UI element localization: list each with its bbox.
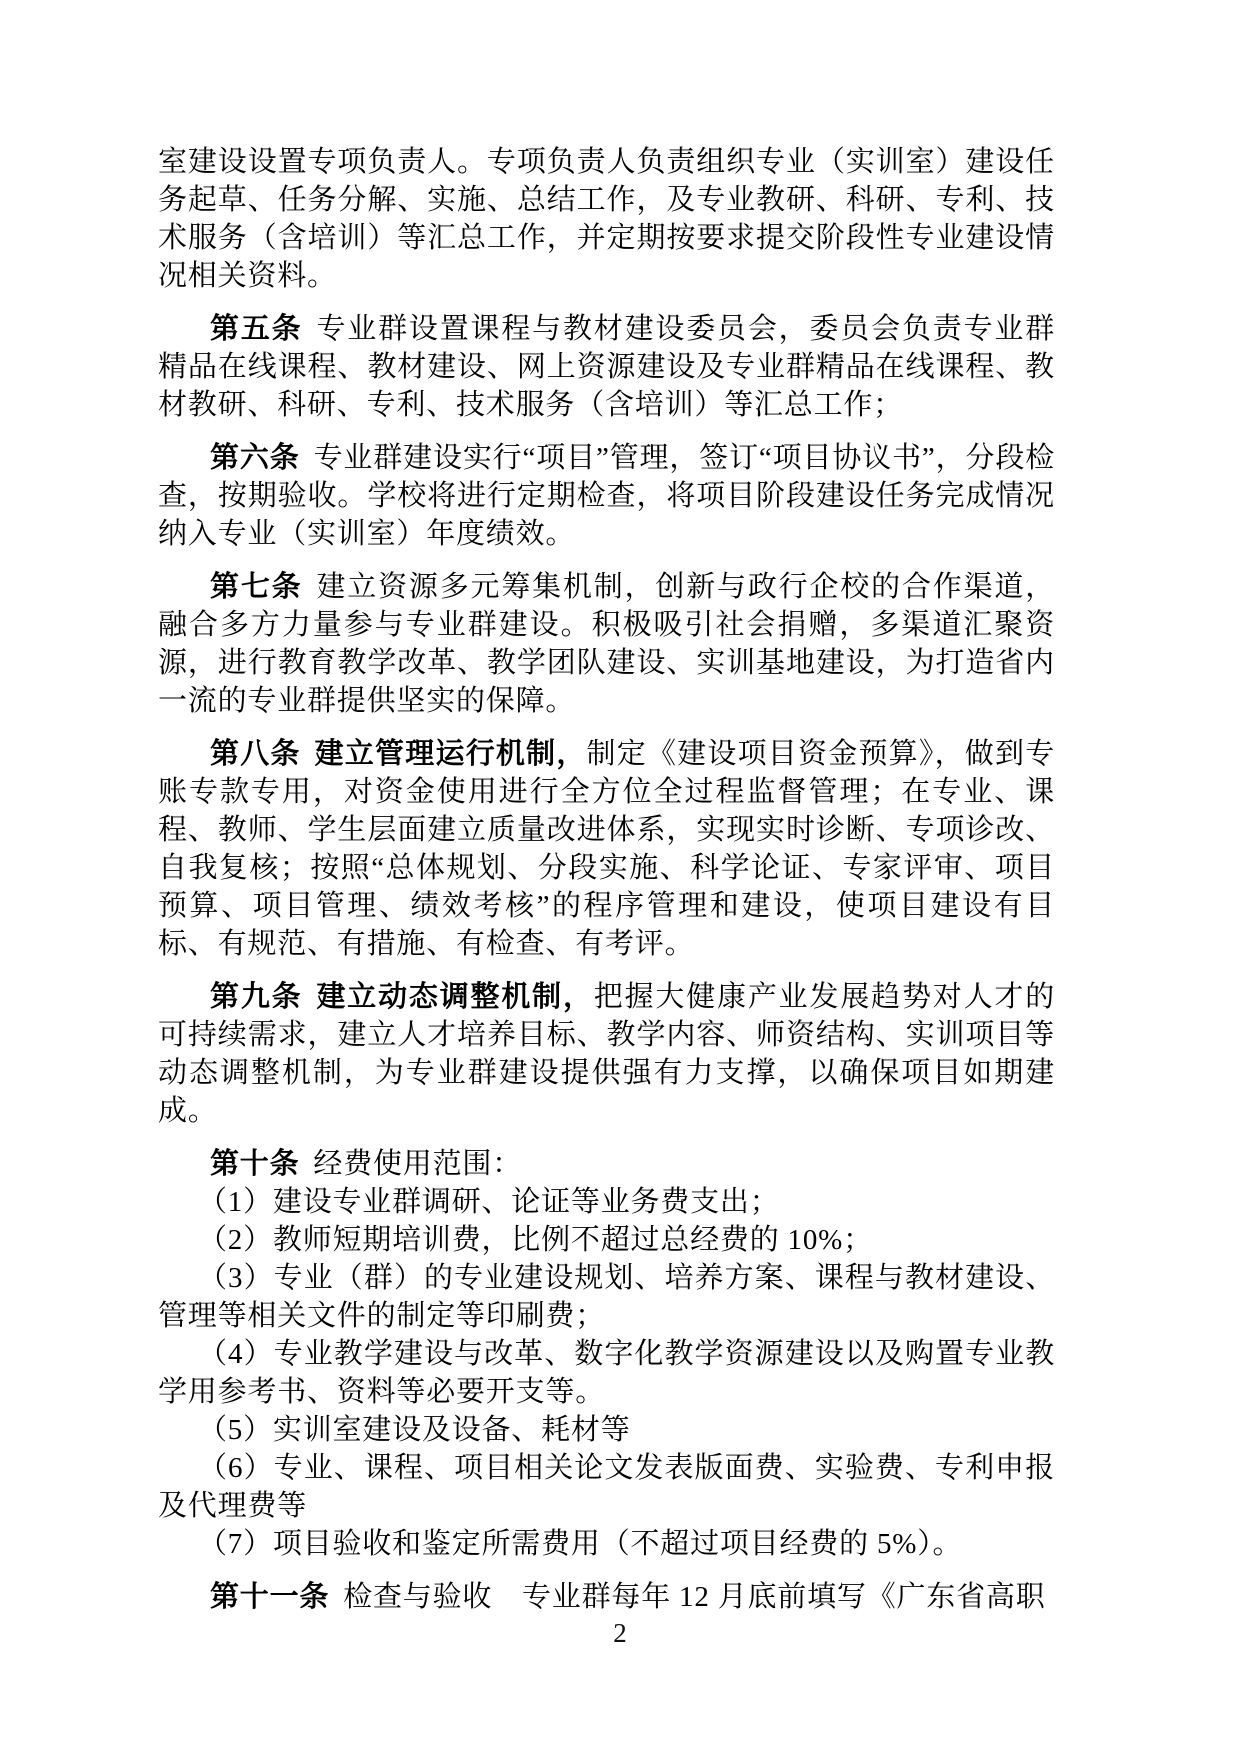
page-number: 2 [613, 1618, 627, 1648]
article-6-label: 第六条 [210, 442, 300, 474]
article-6-text: 专业群建设实行“项目”管理，签订“项目协议书”，分段检查，按期验收。学校将进行定期检查，将项目阶段建设任务完成情况纳入专业（实训室）年度绩效。 [158, 442, 1055, 550]
paragraph-continued: 室建设设置专项负责人。专项负责人负责组织专业（实训室）建设任务起草、任务分解、实施、总结工作，及专业教研、科研、专利、技术服务（含培训）等汇总工作，并定期按要求提交阶段性专业建设情况相关资料。 [158, 146, 1055, 292]
paragraph-article-8 [158, 735, 1055, 963]
paragraph-article-9 [158, 978, 1055, 1130]
paragraph-article-10 [158, 1145, 1055, 1183]
article-10-text: 经费使用范围： [313, 1148, 523, 1180]
article-8-label: 第八条 [210, 738, 301, 770]
article-9-label: 第九条 [210, 981, 303, 1013]
article-7-text: 建立资源多元筹集机制，创新与政行企校的合作渠道，融合多方力量参与专业群建设。积极吸引社会捐赠，多渠道汇聚资源，进行教育教学改革、教学团队建设、实训基地建设，为打造省内一流的专业群提供坚实的保障。 [158, 571, 1055, 717]
article-8-bold-run: 建立管理运行机制， [314, 738, 587, 770]
paragraph-article-7 [158, 568, 1055, 720]
paragraph-article-6 [158, 439, 1055, 553]
article-11-text: 检查与验收 专业群每年 12 月底前填写《广东省高职 [343, 1581, 1046, 1613]
article-9-text: 把握大健康产业发展趋势对人才的可持续需求，建立人才培养目标、教学内容、师资结构、实训项目等动态调整机制，为专业群建设提供强有力支撑，以确保项目如期建成。 [158, 981, 1055, 1127]
expense-item-3: （3）专业（群）的专业建设规划、培养方案、课程与教材建设、管理等相关文件的制定等印刷费； [158, 1262, 1055, 1332]
expense-item-1: （1）建设专业群调研、论证等业务费支出； [198, 1186, 780, 1218]
paragraph-article-11 [158, 1578, 1055, 1616]
article-5-label: 第五条 [210, 313, 303, 345]
article-7-label: 第七条 [210, 571, 303, 603]
article-5-text: 专业群设置课程与教材建设委员会，委员会负责专业群精品在线课程、教材建设、网上资源建设及专业群精品在线课程、教材教研、科研、专利、技术服务（含培训）等汇总工作； [158, 313, 1055, 421]
document-body [158, 143, 1055, 1616]
expense-item-6: （6）专业、课程、项目相关论文发表版面费、实验费、专利申报及代理费等 [158, 1452, 1055, 1522]
article-10-label: 第十条 [210, 1148, 300, 1180]
expense-item-5: （5）实训室建设及设备、耗材等 [198, 1414, 631, 1446]
expense-item-2: （2）教师短期培训费，比例不超过总经费的 10%； [198, 1224, 873, 1256]
article-8-text: 制定《建设项目资金预算》，做到专账专款专用，对资金使用进行全方位全过程监督管理；在专业、课程、教师、学生层面建立质量改进体系，实现实时诊断、专项诊改、自我复核；按照“总体规划、分段实施、科学论证、专家评审、项目预算、项目管理、绩效考核”的程序管理和建设，使项目建设有目标、有规范、有措施、有检查、有考评。 [158, 738, 1056, 960]
expense-item-7: （7）项目验收和鉴定所需费用（不超过项目经费的 5%）。 [198, 1528, 963, 1560]
expense-item-4: （4）专业教学建设与改革、数字化教学资源建设以及购置专业教学用参考书、资料等必要开支等。 [158, 1338, 1055, 1408]
paragraph-article-5 [158, 310, 1055, 424]
article-9-bold-run: 建立动态调整机制， [316, 981, 594, 1013]
article-11-label: 第十一条 [210, 1581, 330, 1613]
